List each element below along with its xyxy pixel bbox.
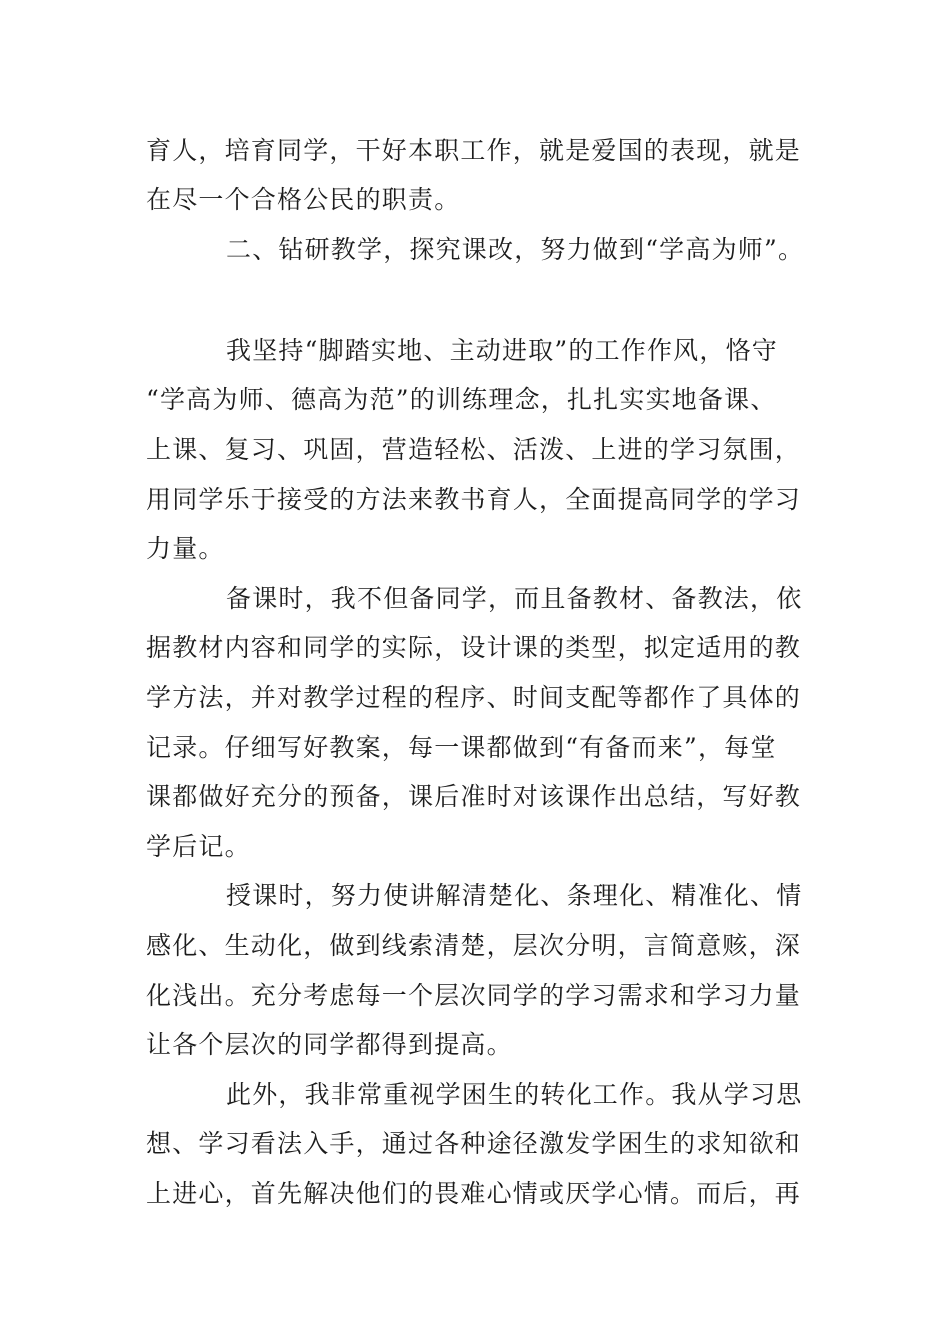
section-heading: 二、钻研教学，探究课改，努力做到“学高为师”。 xyxy=(226,235,805,264)
text-line: 授课时，努力使讲解清楚化、条理化、精准化、情 xyxy=(226,881,803,910)
text-line: 学方法，并对教学过程的程序、时间支配等都作了具体的 xyxy=(146,683,802,712)
text-line: 记录。仔细写好教案，每一课都做到“有备而来”，每堂 xyxy=(146,733,777,762)
text-line: 课都做好充分的预备，课后准时对该课作出总结，写好教 xyxy=(146,782,802,811)
text-line: 化浅出。充分考虑每一个层次同学的学习需求和学习力量 xyxy=(146,981,802,1010)
text-line: 想、学习看法入手，通过各种途径激发学困生的求知欲和 xyxy=(146,1129,802,1158)
text-line: 让各个层次的同学都得到提高。 xyxy=(146,1030,513,1059)
text-line: 学后记。 xyxy=(146,832,251,861)
text-line: 感化、生动化，做到线索清楚，层次分明，言简意赅，深 xyxy=(146,931,802,960)
text-line: 上课、复习、巩固，营造轻松、活泼、上进的学习氛围， xyxy=(146,435,802,464)
text-line: 上进心，首先解决他们的畏难心情或厌学心情。而后，再 xyxy=(146,1179,802,1208)
text-line: 力量。 xyxy=(146,534,225,563)
text-line: 备课时，我不但备同学，而且备教材、备教法，依 xyxy=(226,584,803,613)
text-line: 我坚持“脚踏实地、主动进取”的工作作风，恪守 xyxy=(226,336,778,365)
text-line: 此外，我非常重视学困生的转化工作。我从学习思 xyxy=(226,1080,803,1109)
text-line: “学高为师、德高为范”的训练理念，扎扎实实地备课、 xyxy=(146,385,777,414)
text-line: 用同学乐于接受的方法来教书育人，全面提高同学的学习 xyxy=(146,485,802,514)
text-line: 据教材内容和同学的实际，设计课的类型，拟定适用的教 xyxy=(146,633,802,662)
text-line: 育人，培育同学，干好本职工作，就是爱国的表现，就是 xyxy=(146,136,802,165)
text-line: 在尽一个合格公民的职责。 xyxy=(146,185,461,214)
